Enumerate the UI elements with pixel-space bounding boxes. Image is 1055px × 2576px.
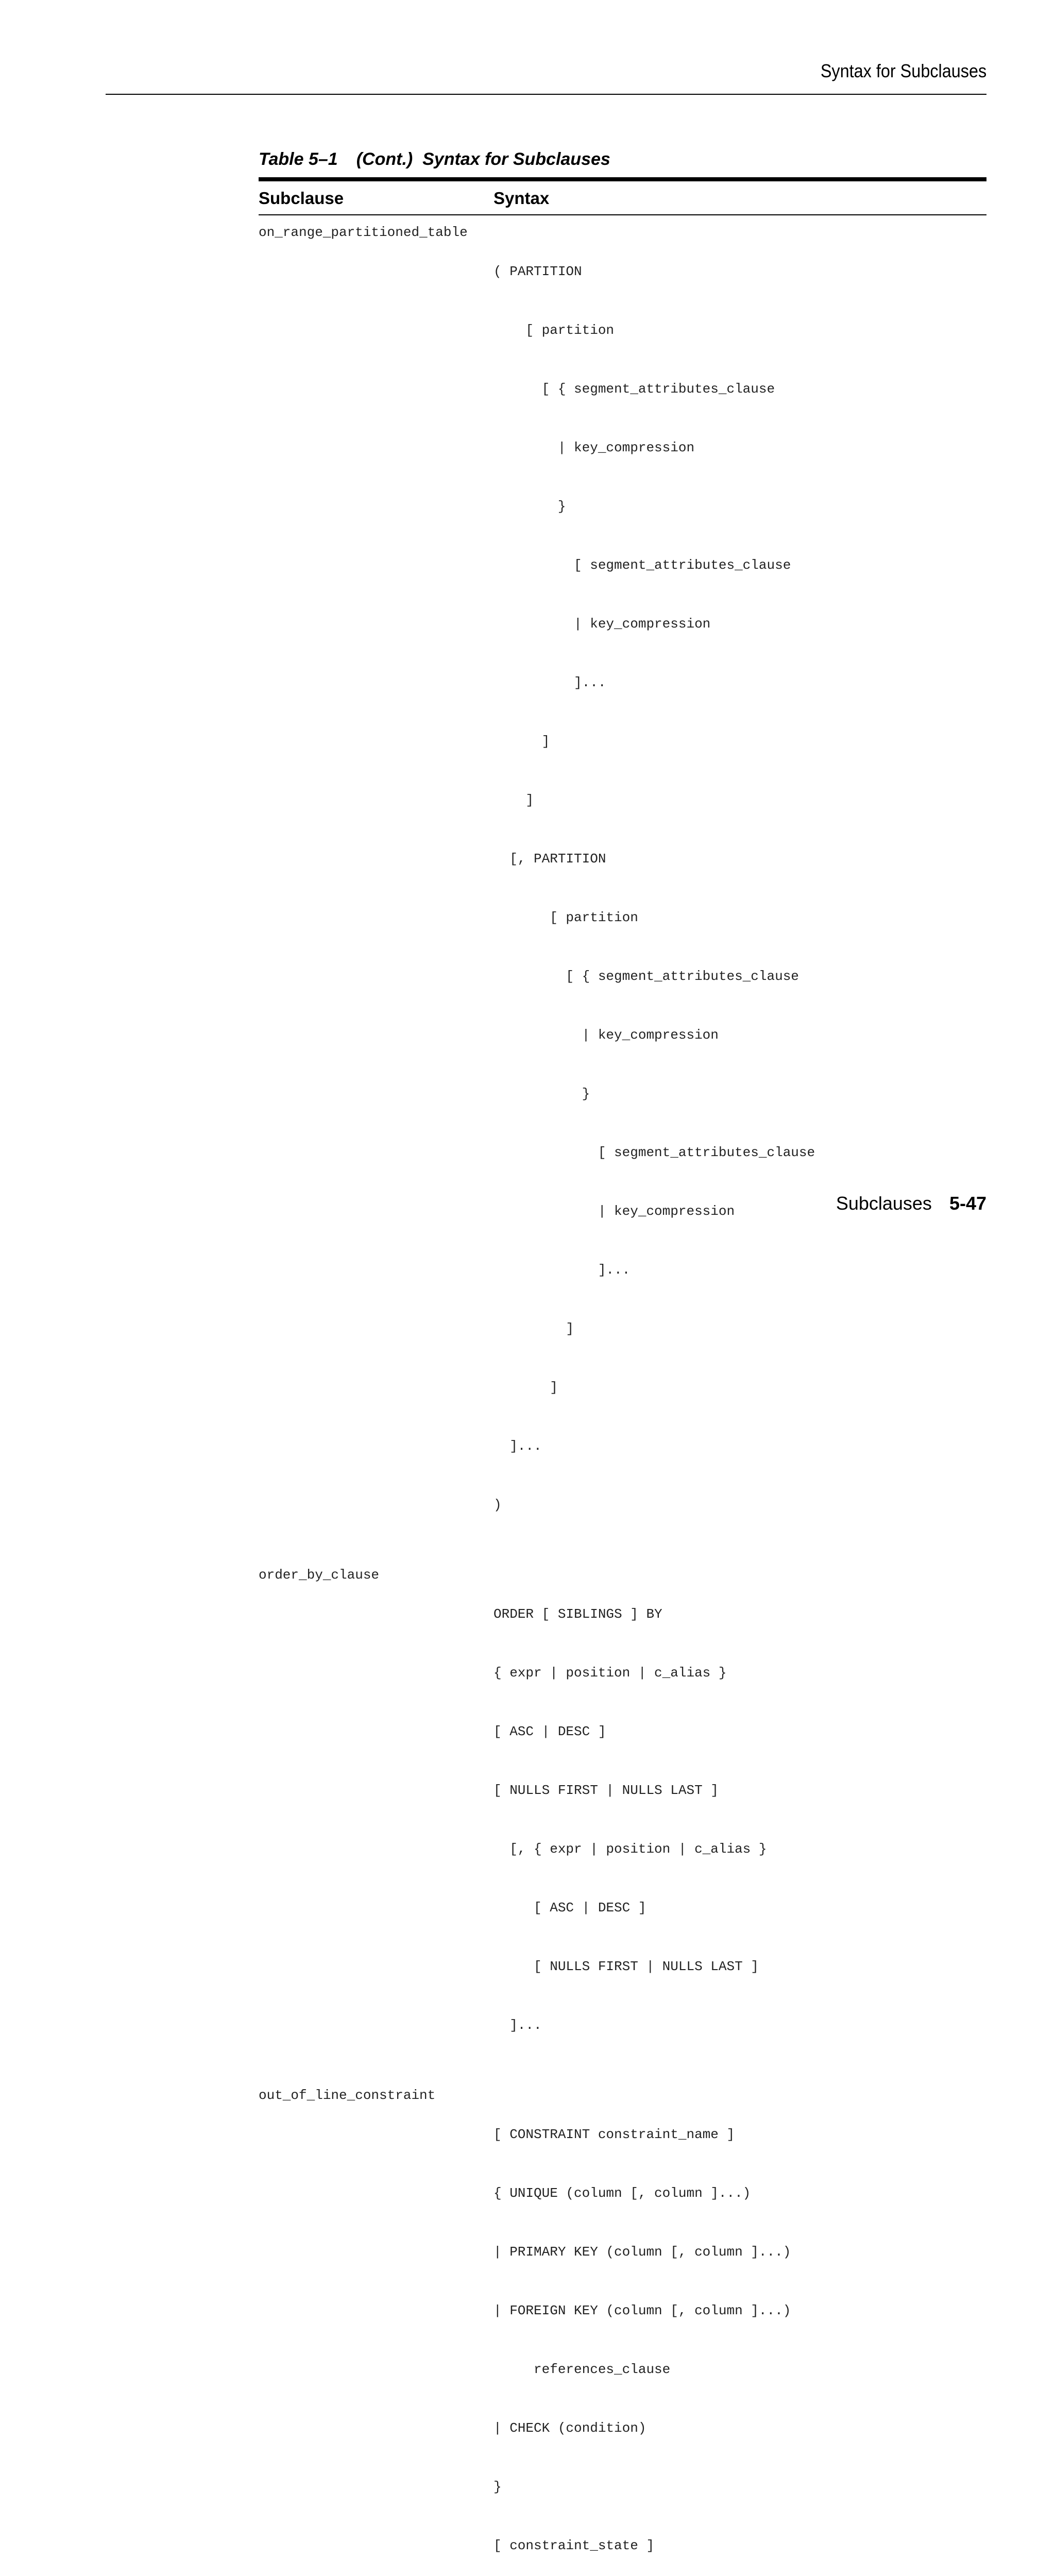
syntax-line: ( PARTITION [494,264,582,279]
syntax-line: [ ASC | DESC ] [494,1900,646,1916]
syntax-line: [ { segment_attributes_clause [494,969,799,984]
syntax-line: | PRIMARY KEY (column [, column ]...) [494,2244,791,2260]
running-header: Syntax for Subclauses [820,60,986,81]
syntax-line: { UNIQUE (column [, column ]...) [494,2185,751,2201]
syntax-line: ]... [494,2018,542,2033]
syntax-line: ]... [494,1262,631,1278]
subclause-name: on_range_partitioned_table [259,225,468,240]
syntax-line: ORDER [ SIBLINGS ] BY [494,1606,662,1622]
syntax-line: [ CONSTRAINT constraint_name ] [494,2127,735,2142]
column-header-subclause: Subclause [259,189,344,208]
syntax-line: [ NULLS FIRST | NULLS LAST ] [494,1959,759,1974]
page-number: 5-47 [949,1193,986,1214]
table-caption-number: Table 5–1 [259,149,338,169]
table-top-rule [259,177,986,181]
syntax-line: ] [494,1380,558,1395]
syntax-line: [ segment_attributes_clause [494,1145,815,1160]
syntax-line: [ NULLS FIRST | NULLS LAST ] [494,1783,719,1798]
syntax-line: | key_compression [494,1204,735,1219]
page-footer [836,1194,986,1213]
syntax-line: ] [494,734,550,749]
syntax-line: } [494,499,566,514]
syntax-line: | CHECK (condition) [494,2420,646,2436]
table-row [259,2086,986,2576]
table-body [259,215,986,2576]
syntax-line: ] [494,792,534,808]
syntax-line: [ constraint_state ] [494,2538,655,2553]
syntax-line: [ ASC | DESC ] [494,1724,606,1739]
syntax-line: [ partition [494,323,615,338]
table-row [259,223,986,1554]
syntax-line: } [494,1086,590,1101]
syntax-line: ]... [494,1438,542,1454]
syntax-line: [ segment_attributes_clause [494,557,791,573]
syntax-line: } [494,2479,502,2495]
column-header-syntax: Syntax [494,189,550,208]
table-caption-title: (Cont.) Syntax for Subclauses [356,149,610,169]
table-header-row [259,181,986,214]
syntax-line: ]... [494,675,606,690]
syntax-line: [, PARTITION [494,851,606,867]
syntax-line: | key_compression [494,1027,719,1043]
syntax-line: references_clause [494,2362,671,2377]
syntax-line: | FOREIGN KEY (column [, column ]...) [494,2303,791,2318]
syntax-line: [ { segment_attributes_clause [494,381,775,397]
footer-section: Subclauses [836,1193,932,1214]
syntax-line: ) [494,1497,502,1513]
syntax-table [259,177,986,2576]
syntax-line: | key_compression [494,616,711,632]
syntax-line: { expr | position | c_alias } [494,1665,727,1681]
subclause-name: order_by_clause [259,1567,380,1583]
header-rule [106,94,986,95]
table-caption [259,150,610,168]
table-row [259,1565,986,2074]
syntax-block [494,2086,986,2576]
syntax-block [494,1565,986,2074]
subclause-name: out_of_line_constraint [259,2088,436,2103]
syntax-line: ] [494,1321,574,1336]
syntax-line: | key_compression [494,440,695,455]
syntax-line: [ partition [494,910,638,925]
syntax-line: [, { expr | position | c_alias } [494,1841,767,1857]
syntax-block [494,223,986,1554]
